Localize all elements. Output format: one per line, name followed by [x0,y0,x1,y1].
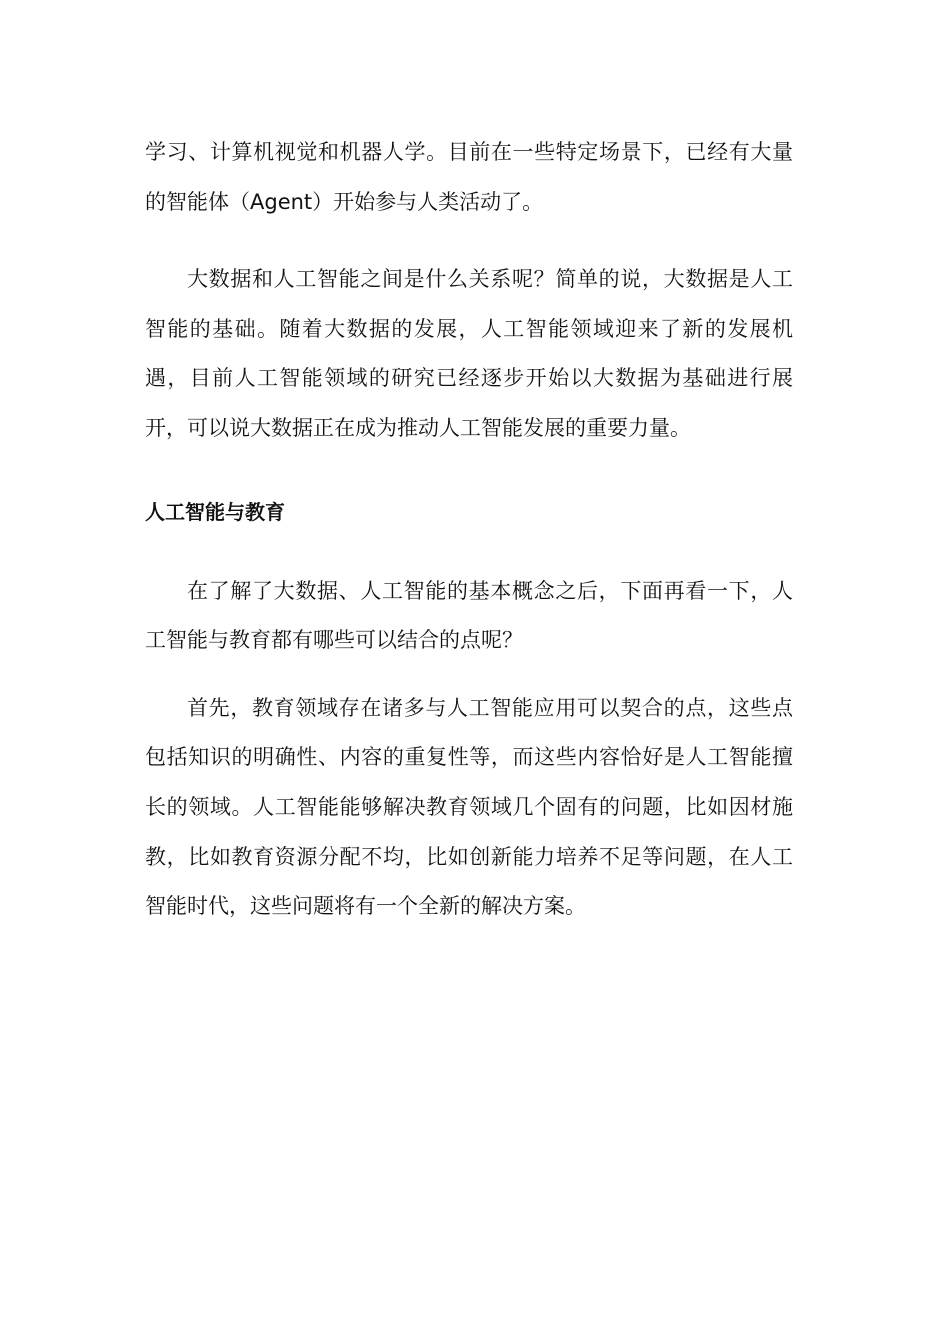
document-body [145,128,793,932]
paragraph-ai-fields-continued: 学习、计算机视觉和机器人学。目前在一些特定场景下，已经有大量的智能体（Agent）开始参与人类活动了。 [145,140,793,214]
paragraph-ai-education-intro: 在了解了大数据、人工智能的基本概念之后，下面再看一下，人工智能与教育都有哪些可以结合的点呢？ [145,578,793,653]
section-heading-ai-education: 人工智能与教育 [145,499,285,524]
paragraph-bigdata-ai-relationship: 大数据和人工智能之间是什么关系呢？简单的说，大数据是人工智能的基础。随着大数据的发展，人工智能领域迎来了新的发展机遇，目前人工智能领域的研究已经逐步开始以大数据为基础进行展开，可以说大数据正在成为推动人工智能发展的重要力量。 [145,267,793,440]
paragraph-ai-education-points: 首先，教育领域存在诸多与人工智能应用可以契合的点，这些点包括知识的明确性、内容的重复性等，而这些内容恰好是人工智能擅长的领域。人工智能能够解决教育领域几个固有的问题，比如因材施教，比如教育资源分配不均，比如创新能力培养不足等问题，在人工智能时代，这些问题将有一个全新的解决方案。 [145,695,793,919]
